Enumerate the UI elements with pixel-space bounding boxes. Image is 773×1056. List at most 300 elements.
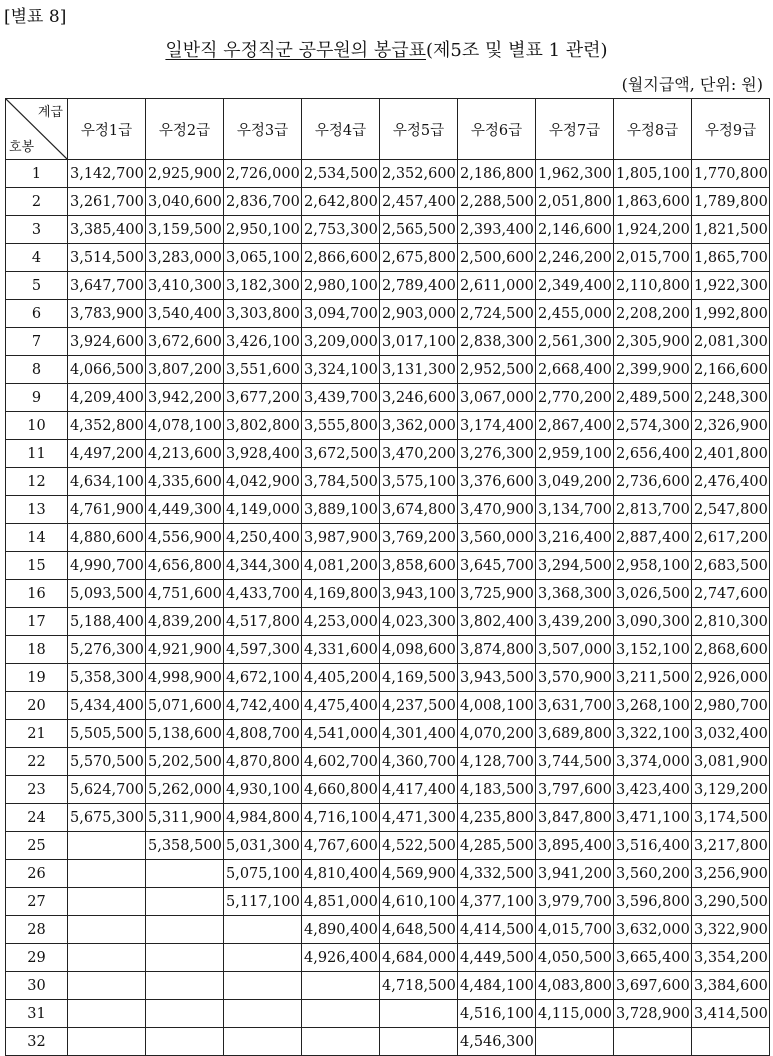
salary-cell: 3,942,200 [146, 384, 224, 412]
salary-cell [68, 832, 146, 860]
salary-cell: 4,484,100 [458, 972, 536, 1000]
step-cell: 2 [6, 188, 68, 216]
salary-cell: 3,924,600 [68, 328, 146, 356]
salary-cell: 5,276,300 [68, 636, 146, 664]
salary-cell: 2,248,300 [692, 384, 770, 412]
salary-cell: 3,874,800 [458, 636, 536, 664]
step-cell: 28 [6, 916, 68, 944]
title-reference: (제5조 및 별표 1 관련) [426, 40, 608, 61]
salary-cell: 2,246,200 [536, 244, 614, 272]
salary-cell: 4,648,500 [380, 916, 458, 944]
salary-cell: 2,393,400 [458, 216, 536, 244]
salary-cell: 5,675,300 [68, 804, 146, 832]
salary-cell: 4,517,800 [224, 608, 302, 636]
step-cell: 1 [6, 160, 68, 188]
salary-cell: 2,980,100 [302, 272, 380, 300]
salary-cell: 4,209,400 [68, 384, 146, 412]
salary-cell: 3,303,800 [224, 300, 302, 328]
salary-cell: 2,770,200 [536, 384, 614, 412]
salary-cell [692, 1028, 770, 1056]
table-row [6, 832, 770, 860]
salary-cell: 5,570,500 [68, 748, 146, 776]
salary-cell: 3,784,500 [302, 468, 380, 496]
table-row [6, 412, 770, 440]
salary-cell: 5,031,300 [224, 832, 302, 860]
salary-cell: 1,865,700 [692, 244, 770, 272]
step-cell: 24 [6, 804, 68, 832]
salary-cell: 3,802,800 [224, 412, 302, 440]
salary-cell: 4,008,100 [458, 692, 536, 720]
salary-cell: 2,574,300 [614, 412, 692, 440]
salary-cell: 3,374,000 [614, 748, 692, 776]
salary-cell [146, 1028, 224, 1056]
salary-cell: 3,943,100 [380, 580, 458, 608]
salary-cell: 4,541,000 [302, 720, 380, 748]
salary-cell: 2,208,200 [614, 300, 692, 328]
salary-cell: 5,358,300 [68, 664, 146, 692]
salary-cell: 3,555,800 [302, 412, 380, 440]
salary-cell: 3,217,800 [692, 832, 770, 860]
salary-cell: 3,632,000 [614, 916, 692, 944]
salary-cell: 3,647,700 [68, 272, 146, 300]
salary-cell: 4,285,500 [458, 832, 536, 860]
salary-cell: 3,368,300 [536, 580, 614, 608]
step-cell: 3 [6, 216, 68, 244]
salary-cell: 3,174,400 [458, 412, 536, 440]
salary-cell: 4,066,500 [68, 356, 146, 384]
table-row [6, 664, 770, 692]
salary-cell [224, 916, 302, 944]
salary-cell: 3,026,500 [614, 580, 692, 608]
salary-cell: 4,597,300 [224, 636, 302, 664]
salary-cell: 2,611,000 [458, 272, 536, 300]
table-row [6, 888, 770, 916]
corner-cell [6, 99, 68, 160]
salary-cell: 3,665,400 [614, 944, 692, 972]
salary-cell: 3,090,300 [614, 608, 692, 636]
table-row [6, 384, 770, 412]
salary-cell: 4,449,500 [458, 944, 536, 972]
salary-cell: 4,475,400 [302, 692, 380, 720]
salary-cell: 4,880,600 [68, 524, 146, 552]
salary-cell: 4,015,700 [536, 916, 614, 944]
salary-cell: 4,810,400 [302, 860, 380, 888]
salary-cell: 3,689,800 [536, 720, 614, 748]
table-row [6, 860, 770, 888]
salary-cell: 4,516,100 [458, 1000, 536, 1028]
salary-cell: 5,624,700 [68, 776, 146, 804]
corner-grade-label: 계급 [37, 105, 63, 120]
salary-cell: 2,146,600 [536, 216, 614, 244]
corner-step-label: 호봉 [9, 140, 35, 155]
table-row [6, 916, 770, 944]
salary-cell: 3,560,200 [614, 860, 692, 888]
salary-cell: 4,984,800 [224, 804, 302, 832]
step-cell: 27 [6, 888, 68, 916]
salary-cell [68, 1028, 146, 1056]
grade-header: 우정3급 [224, 99, 302, 160]
salary-cell: 2,736,600 [614, 468, 692, 496]
salary-cell: 4,890,400 [302, 916, 380, 944]
salary-cell: 3,725,900 [458, 580, 536, 608]
step-cell: 8 [6, 356, 68, 384]
salary-cell: 2,887,400 [614, 524, 692, 552]
salary-cell: 4,556,900 [146, 524, 224, 552]
salary-cell: 2,110,800 [614, 272, 692, 300]
step-cell: 30 [6, 972, 68, 1000]
salary-cell: 1,922,300 [692, 272, 770, 300]
salary-cell: 3,516,400 [614, 832, 692, 860]
salary-cell: 3,152,100 [614, 636, 692, 664]
salary-cell: 1,992,800 [692, 300, 770, 328]
salary-cell: 4,050,500 [536, 944, 614, 972]
step-cell: 15 [6, 552, 68, 580]
salary-cell: 4,926,400 [302, 944, 380, 972]
unit-note: (월지급액, 단위: 원) [621, 75, 763, 94]
salary-cell: 4,377,100 [458, 888, 536, 916]
salary-cell: 4,751,600 [146, 580, 224, 608]
table-row [6, 1028, 770, 1056]
table-row [6, 160, 770, 188]
salary-cell: 3,081,900 [692, 748, 770, 776]
salary-cell: 3,672,600 [146, 328, 224, 356]
salary-cell: 5,138,600 [146, 720, 224, 748]
table-row [6, 580, 770, 608]
salary-cell: 5,311,900 [146, 804, 224, 832]
header-row [6, 99, 770, 160]
salary-cell: 2,726,000 [224, 160, 302, 188]
salary-cell: 5,075,100 [224, 860, 302, 888]
salary-cell: 4,098,600 [380, 636, 458, 664]
salary-cell: 4,301,400 [380, 720, 458, 748]
salary-cell: 3,895,400 [536, 832, 614, 860]
table-row [6, 748, 770, 776]
salary-cell: 3,261,700 [68, 188, 146, 216]
salary-cell: 4,990,700 [68, 552, 146, 580]
table-row [6, 804, 770, 832]
table-row [6, 496, 770, 524]
salary-cell: 2,675,800 [380, 244, 458, 272]
salary-cell: 4,078,100 [146, 412, 224, 440]
table-row [6, 356, 770, 384]
salary-cell: 3,094,700 [302, 300, 380, 328]
salary-cell: 4,998,900 [146, 664, 224, 692]
salary-cell: 3,987,900 [302, 524, 380, 552]
salary-cell: 2,656,400 [614, 440, 692, 468]
salary-cell: 2,903,000 [380, 300, 458, 328]
salary-cell: 4,253,000 [302, 608, 380, 636]
salary-cell: 3,858,600 [380, 552, 458, 580]
salary-cell [302, 1028, 380, 1056]
table-row [6, 972, 770, 1000]
table-row [6, 552, 770, 580]
salary-cell: 3,847,800 [536, 804, 614, 832]
salary-cell: 2,166,600 [692, 356, 770, 384]
salary-cell: 3,032,400 [692, 720, 770, 748]
salary-cell: 3,769,200 [380, 524, 458, 552]
salary-cell: 3,384,600 [692, 972, 770, 1000]
salary-cell: 4,335,600 [146, 468, 224, 496]
salary-cell: 3,797,600 [536, 776, 614, 804]
salary-cell: 4,716,100 [302, 804, 380, 832]
salary-cell: 2,836,700 [224, 188, 302, 216]
salary-cell: 4,569,900 [380, 860, 458, 888]
table-row [6, 216, 770, 244]
step-cell: 21 [6, 720, 68, 748]
salary-cell: 1,770,800 [692, 160, 770, 188]
table-row [6, 944, 770, 972]
salary-cell [146, 916, 224, 944]
salary-cell: 4,761,900 [68, 496, 146, 524]
salary-cell: 4,634,100 [68, 468, 146, 496]
table-row [6, 300, 770, 328]
salary-cell: 2,305,900 [614, 328, 692, 356]
step-cell: 6 [6, 300, 68, 328]
salary-cell: 4,656,800 [146, 552, 224, 580]
salary-cell: 3,575,100 [380, 468, 458, 496]
salary-cell: 2,349,400 [536, 272, 614, 300]
salary-cell [146, 1000, 224, 1028]
salary-cell: 4,237,500 [380, 692, 458, 720]
salary-cell [68, 888, 146, 916]
grade-header: 우정7급 [536, 99, 614, 160]
salary-cell: 2,186,800 [458, 160, 536, 188]
salary-cell: 4,870,800 [224, 748, 302, 776]
salary-cell [380, 1000, 458, 1028]
salary-cell: 3,471,100 [614, 804, 692, 832]
step-cell: 14 [6, 524, 68, 552]
salary-cell: 3,889,100 [302, 496, 380, 524]
table-row [6, 720, 770, 748]
title-main: 일반직 우정직군 공무원의 봉급표 [165, 40, 427, 61]
salary-cell: 4,672,100 [224, 664, 302, 692]
salary-cell: 4,235,800 [458, 804, 536, 832]
salary-cell: 2,959,100 [536, 440, 614, 468]
salary-cell: 4,471,300 [380, 804, 458, 832]
salary-cell: 3,514,500 [68, 244, 146, 272]
salary-cell: 2,838,300 [458, 328, 536, 356]
salary-cell: 3,943,500 [458, 664, 536, 692]
salary-cell: 4,070,200 [458, 720, 536, 748]
salary-cell: 3,362,000 [380, 412, 458, 440]
salary-cell: 5,188,400 [68, 608, 146, 636]
salary-cell: 2,642,800 [302, 188, 380, 216]
salary-cell: 2,958,100 [614, 552, 692, 580]
step-cell: 20 [6, 692, 68, 720]
salary-cell: 3,677,200 [224, 384, 302, 412]
salary-cell: 3,439,700 [302, 384, 380, 412]
salary-cell: 2,352,600 [380, 160, 458, 188]
table-row [6, 1000, 770, 1028]
salary-cell: 2,547,800 [692, 496, 770, 524]
table-row [6, 636, 770, 664]
salary-cell: 2,455,000 [536, 300, 614, 328]
salary-cell: 4,610,100 [380, 888, 458, 916]
salary-table [5, 98, 770, 1056]
salary-cell: 4,128,700 [458, 748, 536, 776]
salary-cell: 1,863,600 [614, 188, 692, 216]
salary-cell: 3,211,500 [614, 664, 692, 692]
salary-cell [68, 916, 146, 944]
salary-cell: 2,952,500 [458, 356, 536, 384]
salary-cell: 4,352,800 [68, 412, 146, 440]
salary-cell: 4,851,000 [302, 888, 380, 916]
salary-cell: 2,399,900 [614, 356, 692, 384]
salary-cell: 1,789,800 [692, 188, 770, 216]
salary-cell: 4,602,700 [302, 748, 380, 776]
salary-cell: 4,042,900 [224, 468, 302, 496]
salary-cell: 3,979,700 [536, 888, 614, 916]
salary-cell: 5,358,500 [146, 832, 224, 860]
salary-cell: 2,051,800 [536, 188, 614, 216]
salary-cell: 3,783,900 [68, 300, 146, 328]
table-body [6, 160, 770, 1056]
salary-cell: 3,423,400 [614, 776, 692, 804]
salary-cell: 2,534,500 [302, 160, 380, 188]
salary-cell: 5,262,000 [146, 776, 224, 804]
salary-cell: 2,789,400 [380, 272, 458, 300]
salary-cell: 2,926,000 [692, 664, 770, 692]
salary-cell: 4,405,200 [302, 664, 380, 692]
salary-cell: 3,385,400 [68, 216, 146, 244]
salary-cell: 3,674,800 [380, 496, 458, 524]
salary-cell: 4,660,800 [302, 776, 380, 804]
salary-cell [68, 860, 146, 888]
salary-cell: 3,645,700 [458, 552, 536, 580]
salary-cell [146, 944, 224, 972]
salary-cell: 3,322,900 [692, 916, 770, 944]
salary-cell: 3,322,100 [614, 720, 692, 748]
salary-cell [224, 1028, 302, 1056]
salary-cell: 2,747,600 [692, 580, 770, 608]
salary-cell: 2,724,500 [458, 300, 536, 328]
salary-cell: 3,941,200 [536, 860, 614, 888]
salary-cell: 3,540,400 [146, 300, 224, 328]
salary-cell: 2,866,600 [302, 244, 380, 272]
salary-cell [146, 860, 224, 888]
salary-cell: 4,433,700 [224, 580, 302, 608]
salary-cell: 3,174,500 [692, 804, 770, 832]
table-row [6, 244, 770, 272]
salary-cell: 4,684,000 [380, 944, 458, 972]
grade-header: 우정9급 [692, 99, 770, 160]
salary-cell: 3,470,200 [380, 440, 458, 468]
salary-cell: 3,256,900 [692, 860, 770, 888]
salary-cell: 2,668,400 [536, 356, 614, 384]
grade-header: 우정8급 [614, 99, 692, 160]
salary-cell: 4,497,200 [68, 440, 146, 468]
salary-cell: 2,476,400 [692, 468, 770, 496]
table-row [6, 328, 770, 356]
salary-cell: 4,414,500 [458, 916, 536, 944]
salary-cell: 3,209,000 [302, 328, 380, 356]
salary-cell: 4,742,400 [224, 692, 302, 720]
salary-cell: 4,767,600 [302, 832, 380, 860]
salary-cell: 1,805,100 [614, 160, 692, 188]
salary-cell: 3,596,800 [614, 888, 692, 916]
grade-header: 우정1급 [68, 99, 146, 160]
salary-cell: 2,326,900 [692, 412, 770, 440]
table-row [6, 468, 770, 496]
step-cell: 19 [6, 664, 68, 692]
salary-cell: 5,202,500 [146, 748, 224, 776]
salary-cell [68, 1000, 146, 1028]
salary-cell: 3,410,300 [146, 272, 224, 300]
salary-cell: 4,360,700 [380, 748, 458, 776]
salary-cell: 4,417,400 [380, 776, 458, 804]
salary-cell: 1,821,500 [692, 216, 770, 244]
step-cell: 5 [6, 272, 68, 300]
salary-cell: 3,216,400 [536, 524, 614, 552]
salary-cell [614, 1028, 692, 1056]
table-row [6, 524, 770, 552]
salary-cell: 3,276,300 [458, 440, 536, 468]
salary-cell [536, 1028, 614, 1056]
grade-header: 우정6급 [458, 99, 536, 160]
grade-header: 우정4급 [302, 99, 380, 160]
table-row [6, 692, 770, 720]
salary-cell: 3,570,900 [536, 664, 614, 692]
salary-cell: 3,807,200 [146, 356, 224, 384]
salary-cell: 2,288,500 [458, 188, 536, 216]
table-row [6, 776, 770, 804]
step-cell: 31 [6, 1000, 68, 1028]
salary-cell: 4,839,200 [146, 608, 224, 636]
salary-cell [68, 972, 146, 1000]
page-title [0, 36, 773, 62]
step-cell: 29 [6, 944, 68, 972]
salary-cell [224, 1000, 302, 1028]
step-cell: 18 [6, 636, 68, 664]
salary-cell: 4,718,500 [380, 972, 458, 1000]
step-cell: 9 [6, 384, 68, 412]
step-cell: 7 [6, 328, 68, 356]
table-row [6, 272, 770, 300]
table-row [6, 188, 770, 216]
salary-cell: 4,213,600 [146, 440, 224, 468]
step-cell: 22 [6, 748, 68, 776]
salary-cell: 2,561,300 [536, 328, 614, 356]
step-cell: 12 [6, 468, 68, 496]
table-row [6, 608, 770, 636]
salary-cell: 3,697,600 [614, 972, 692, 1000]
step-cell: 13 [6, 496, 68, 524]
salary-cell: 4,083,800 [536, 972, 614, 1000]
salary-cell: 4,449,300 [146, 496, 224, 524]
salary-cell: 2,081,300 [692, 328, 770, 356]
salary-cell: 2,457,400 [380, 188, 458, 216]
salary-cell: 2,980,700 [692, 692, 770, 720]
salary-cell: 4,169,500 [380, 664, 458, 692]
salary-cell [302, 972, 380, 1000]
salary-cell: 3,802,400 [458, 608, 536, 636]
step-cell: 17 [6, 608, 68, 636]
appendix-label: [별표 8] [4, 7, 67, 27]
salary-cell: 2,489,500 [614, 384, 692, 412]
salary-cell: 4,808,700 [224, 720, 302, 748]
salary-cell: 5,093,500 [68, 580, 146, 608]
salary-cell: 3,354,200 [692, 944, 770, 972]
salary-cell: 4,183,500 [458, 776, 536, 804]
step-cell: 10 [6, 412, 68, 440]
salary-cell [68, 944, 146, 972]
salary-cell: 3,065,100 [224, 244, 302, 272]
salary-cell: 3,067,000 [458, 384, 536, 412]
salary-cell: 3,159,500 [146, 216, 224, 244]
salary-cell: 3,294,500 [536, 552, 614, 580]
salary-cell: 4,546,300 [458, 1028, 536, 1056]
step-cell: 26 [6, 860, 68, 888]
